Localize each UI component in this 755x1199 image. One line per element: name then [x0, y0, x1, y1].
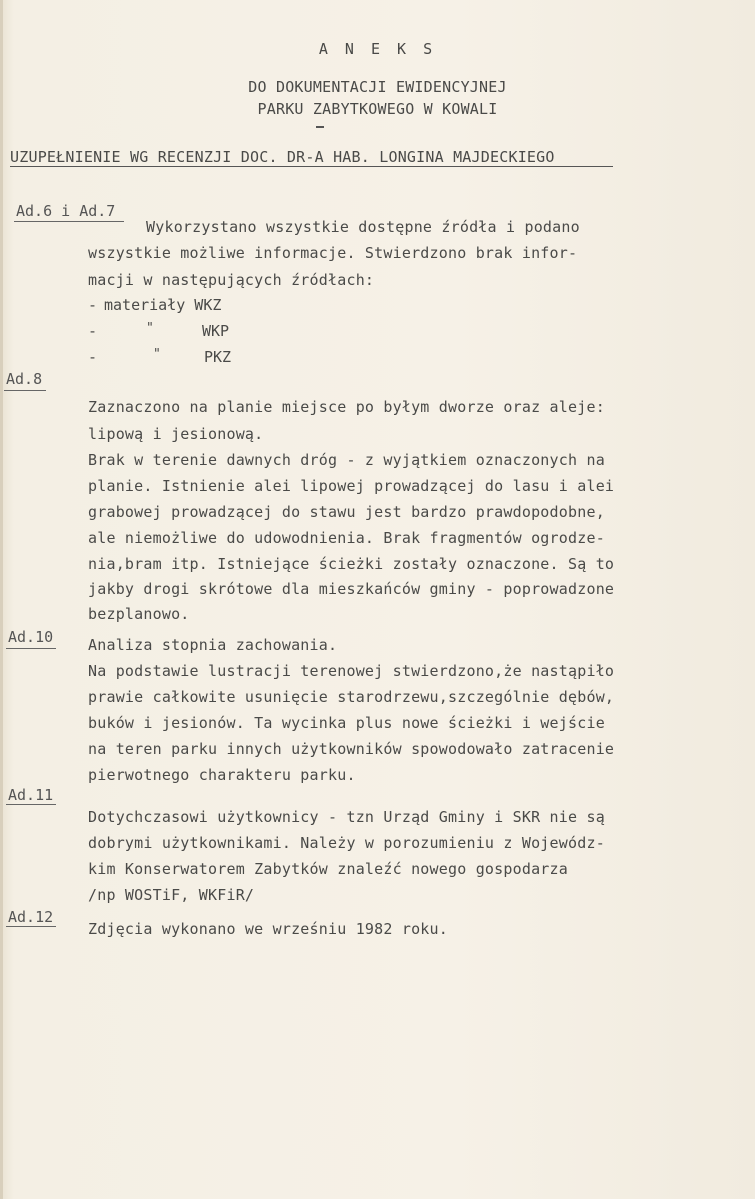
text-line: pierwotnego charakteru parku.	[88, 766, 356, 784]
section-label-ad11: Ad.11	[8, 786, 54, 804]
text-line: bezplanowo.	[88, 605, 190, 623]
text-line: lipową i jesionową.	[88, 425, 264, 443]
text-line: nia,bram itp. Istniejące ścieżki zostały oznaczone. Są to	[88, 555, 615, 573]
text-line: ale niemożliwe do udowodnienia. Brak fragmentów ogrodze-	[88, 529, 605, 547]
section-label-ad10: Ad.10	[8, 628, 54, 646]
text-line: Zaznaczono na planie miejsce po byłym dworze oraz aleje:	[88, 398, 605, 416]
text-line: grabowej prowadzącej do stawu jest bardzo prawdopodobne,	[88, 503, 605, 521]
ditto-mark: "	[146, 321, 154, 336]
section-label-ad6-7: Ad.6 i Ad.7	[16, 202, 116, 220]
section-label-ad12: Ad.12	[8, 908, 54, 926]
text-line: /np WOSTiF, WKFiR/	[88, 886, 255, 904]
text-line: Wykorzystano wszystkie dostępne źródła i podano	[146, 218, 580, 236]
ditto-mark: "	[153, 347, 161, 362]
section-label-rule	[6, 804, 56, 805]
text-line: dobrymi użytkownikami. Należy w porozumieniu z Wojewódz-	[88, 834, 605, 852]
section-label-ad8: Ad.8	[6, 370, 43, 388]
list-item-prefix: -	[88, 322, 98, 340]
text-line: Dotychczasowi użytkownicy - tzn Urząd Gminy i SKR nie są	[88, 808, 605, 826]
text-line: planie. Istnienie alei lipowej prowadzącej do lasu i alei	[88, 477, 615, 495]
section-label-rule	[6, 926, 56, 927]
text-line: Analiza stopnia zachowania.	[88, 636, 338, 654]
text-line: Zdjęcia wykonano we wrześniu 1982 roku.	[88, 920, 448, 938]
heading-underline	[10, 166, 613, 167]
list-item-source: WKP	[202, 322, 230, 340]
list-item-source: PKZ	[204, 348, 232, 366]
section-label-rule	[6, 648, 56, 649]
text-line: wszystkie możliwe informacje. Stwierdzono brak infor-	[88, 244, 578, 262]
list-item-source: materiały WKZ	[104, 296, 222, 314]
list-item-prefix: -	[88, 348, 98, 366]
text-line: jakby drogi skrótowe dla mieszkańców gminy - poprowadzone	[88, 580, 615, 598]
text-line: Na podstawie lustracji terenowej stwierdzono,że nastąpiło	[88, 662, 615, 680]
text-line: prawie całkowite usunięcie starodrzewu,szczególnie dębów,	[88, 688, 615, 706]
document-subtitle-1: DO DOKUMENTACJI EWIDENCYJNEJ	[248, 78, 507, 96]
document-title: A N E K S	[318, 40, 437, 58]
text-line: Brak w terenie dawnych dróg - z wyjątkiem oznaczonych na	[88, 451, 605, 469]
list-item-prefix: -	[88, 296, 98, 314]
section-label-rule	[4, 390, 46, 391]
text-line: buków i jesionów. Ta wycinka plus nowe ścieżki i wejście	[88, 714, 605, 732]
text-line: macji w następujących źródłach:	[88, 271, 375, 289]
text-line: kim Konserwatorem Zabytków znaleźć nowego gospodarza	[88, 860, 568, 878]
document-subtitle-2: PARKU ZABYTKOWEGO W KOWALI	[257, 100, 498, 118]
page-edge	[0, 0, 3, 1199]
header-dash	[316, 126, 324, 128]
section-label-rule	[14, 221, 124, 222]
text-line: na teren parku innych użytkowników spowodowało zatracenie	[88, 740, 615, 758]
document-heading: UZUPEŁNIENIE WG RECENZJI DOC. DR-A HAB. LONGINA MAJDECKIEGO	[10, 148, 555, 166]
